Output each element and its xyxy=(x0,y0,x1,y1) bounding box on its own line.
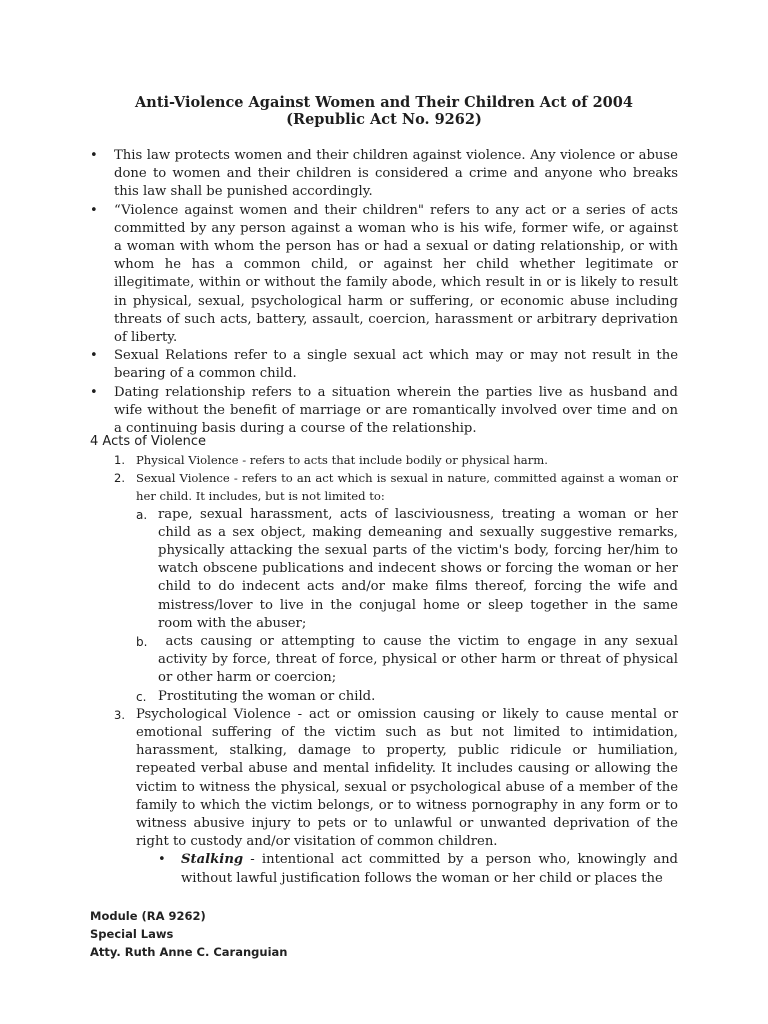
document-subtitle: (Republic Act No. 9262) xyxy=(286,111,482,128)
item-text: Prostituting the woman or child. xyxy=(158,688,376,704)
act-physical xyxy=(114,451,678,469)
stalking-term: Stalking xyxy=(181,852,244,868)
footer-course: Special Laws xyxy=(90,927,174,941)
act-number: 2. xyxy=(114,471,125,486)
footer-author: Atty. Ruth Anne C. Caranguian xyxy=(90,945,288,959)
act-number: 1. xyxy=(114,453,125,467)
definitions-list xyxy=(90,147,678,438)
item-letter: b. xyxy=(136,635,148,650)
item-letter: a. xyxy=(136,507,148,522)
definition-sexual-relations: • Sexual Relations refer to a single sexual act which may or may not result in the bearing of a common child. xyxy=(90,347,678,383)
stalking-text: - intentional act committed by a person who, knowingly and without lawful justification follows the woman or her child or places the xyxy=(181,852,683,886)
sexual-item-c xyxy=(136,688,678,706)
sexual-item-a xyxy=(136,506,678,633)
document-title: Anti-Violence Against Women and Their Children Act of 2004 xyxy=(135,94,633,111)
sexual-item-b xyxy=(136,633,683,688)
definition-violence: • “Violence against women and their children" refers to any act or a series of acts committed by any person against a woman who is his wife, former wife, or against a woman with whom the person has or had a sexual or dating relationship, or with whom he has a common child, or against her child whether legitimate or illegitimate, within or without the family abode, which result in or is likely to result in physical, sexual, psychological harm or suffering, or economic abuse including threats of such acts, battery, assault, coercion, harassment or arbitrary deprivation of liberty. xyxy=(90,202,678,348)
item-letter: c. xyxy=(136,689,147,704)
act-text: Physical Violence - refers to acts that include bodily or physical harm. xyxy=(136,453,548,467)
psychological-items xyxy=(136,851,683,887)
acts-list xyxy=(114,451,683,888)
definition-dating-relationship: • Dating relationship refers to a situation wherein the parties live as husband and wife without the benefit of marriage or are romantically involved over time and on a continuing basis during a course of the relationship. xyxy=(90,384,678,439)
act-psychological xyxy=(114,706,683,888)
act-sexual xyxy=(114,469,683,706)
sexual-violence-items xyxy=(136,506,683,706)
act-text: Psychological Violence - act or omission causing or likely to cause mental or emotional suffering of the victim such as but not limited to intimidation, harassment, stalking, damage to property, public ridicule or humiliation, repeated verbal abuse and mental infidelity. It includes causing or allowing the victim to witness the physical, sexual or psychological abuse of a member of the family to which the victim belongs, or to witness pornography in any form or to witness abusive injury to pets or to unlawful or unwanted deprivation of the right to custody and/or visitation of common children. xyxy=(136,706,678,850)
item-text: rape, sexual harassment, acts of lasciviousness, treating a woman or her child as a sex object, making demeaning and sexually suggestive remarks, physically attacking the sexual parts of the victim's body, forcing her/him to watch obscene publications and indecent shows or forcing the woman or her child to do indecent acts and/or make films thereof, forcing the wife and mistress/lover to live in the conjugal home or sleep together in the same room with the abuser; xyxy=(158,506,678,631)
acts-heading: 4 Acts of Violence xyxy=(90,434,207,449)
item-text: acts causing or attempting to cause the victim to engage in any sexual activity by force, threat of force, physical or other harm or threat of physical or other harm or coercion; xyxy=(158,634,683,686)
definition-law-purpose: • This law protects women and their children against violence. Any violence or abuse done to women and their children is considered a crime and anyone who breaks this law shall be punished accordingly. xyxy=(90,147,678,202)
stalking-item xyxy=(158,851,683,887)
document-footer xyxy=(90,907,287,961)
act-text: Sexual Violence - refers to an act which is sexual in nature, committed against a woman or her child. It includes, but is not limited to: xyxy=(136,471,678,504)
footer-module: Module (RA 9262) xyxy=(90,909,206,923)
act-number: 3. xyxy=(114,707,125,722)
